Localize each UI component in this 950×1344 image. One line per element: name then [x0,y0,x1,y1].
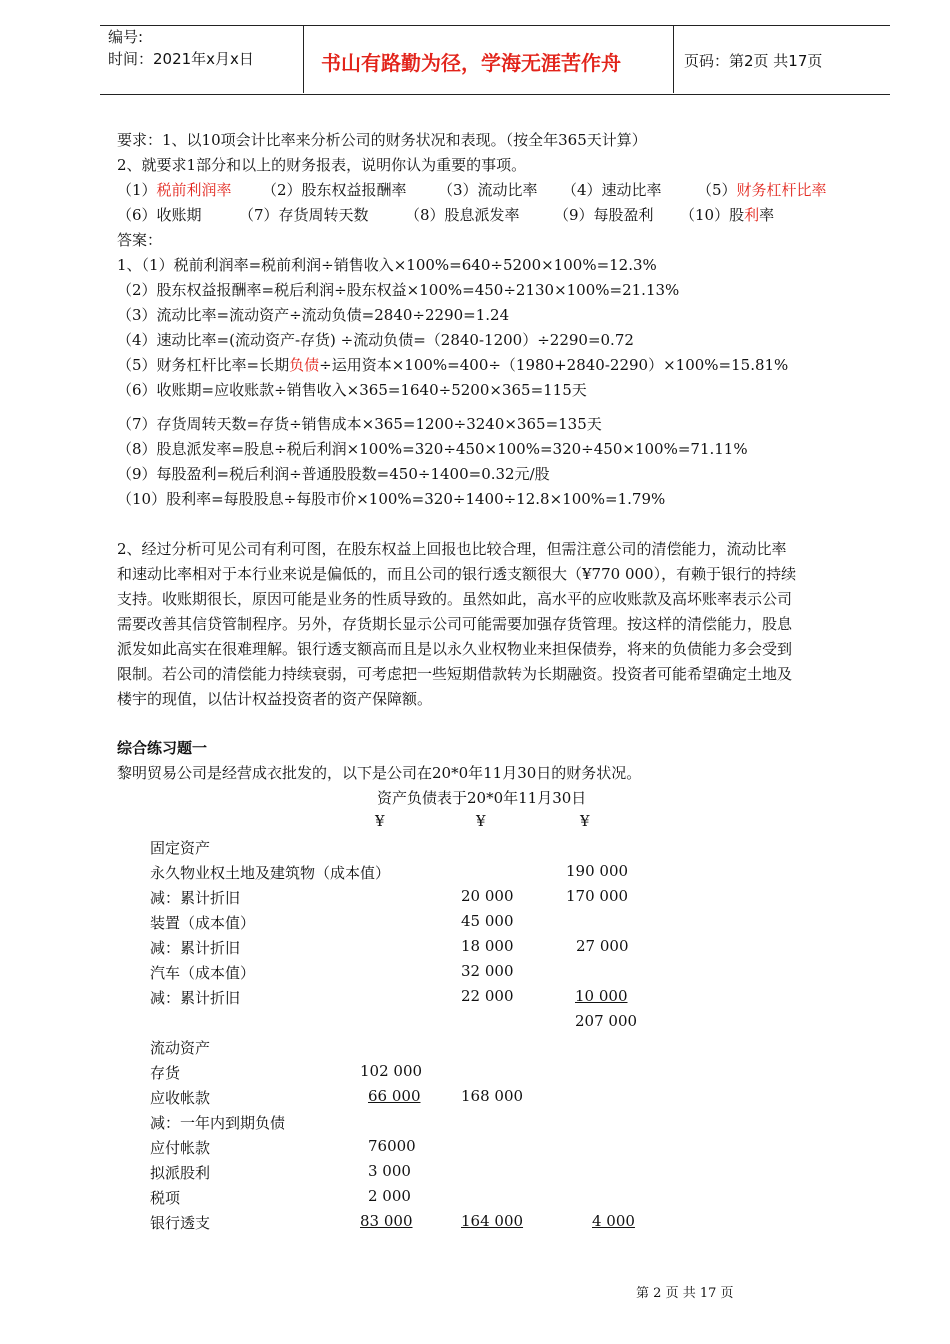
requirement-line-1: 要求：1、以10项会计比率来分析公司的财务状况和表现。（按全年365天计算） [117,131,647,149]
bs-cell: 102 000 [360,1062,423,1080]
answer-4: （4）速动比率=(流动资产-存货) ÷流动负债=（2840-1200）÷2290=0.72 [117,331,634,349]
bs-cell: 20 000 [461,887,514,905]
currency-col-2: ¥ [476,812,486,830]
answer-9: （9）每股盈利=税后利润÷普通股股数=450÷1400=0.32元/股 [117,465,550,483]
answer-6: （6）收账期=应收账款÷销售收入×365=1640÷5200×365=115天 [117,381,587,399]
ratio-item-5: （5）财务杠杆比率 [697,181,827,199]
answer-8: （8）股息派发率=股息÷税后利润×100%=320÷450×100%=320÷450×100%=71.11% [117,440,748,458]
bs-cell: 3 000 [368,1162,411,1180]
ratio-item-4: （4）速动比率 [562,181,662,199]
bs-row-label: 拟派股利 [150,1164,211,1182]
ratio-item-7: （7）存货周转天数 [239,206,369,224]
answer-3: （3）流动比率=流动资产÷流动负债=2840÷2290=1.24 [117,306,510,324]
analysis-line: 限制。若公司的清偿能力持续衰弱，可考虑把一些短期借款转为长期融资。投资者可能希望确定土地及 [117,665,793,683]
ratio-item-1: （1）税前利润率 [117,181,232,199]
bs-row-label: 减：累计折旧 [150,989,241,1007]
answer-7: （7）存货周转天数=存货÷销售成本×365=1200÷3240×365=135天 [117,415,602,433]
answer-1: 1、（1）税前利润率=税前利润÷销售收入×100%=640÷5200×100%=12.3% [117,256,657,274]
bs-row-label: 装置（成本值） [150,914,256,932]
bs-row-label: 永久物业权土地及建筑物（成本值） [150,864,391,882]
bs-row-label: 存货 [150,1064,181,1082]
bs-cell: 32 000 [461,962,514,980]
answer-10: （10）股利率=每股股息÷每股市价×100%=320÷1400÷12.8×100%=1.79% [117,490,666,508]
analysis-line: 和速动比率相对于本行业来说是偏低的，而且公司的银行透支额很大（¥770 000），有赖于银行的持续 [117,565,797,583]
answer-2: （2）股东权益报酬率=税后利润÷股东权益×100%=450÷2130×100%=21.13% [117,281,680,299]
bs-row-label: 减：一年内到期负债 [150,1114,286,1132]
header-motto: 书山有路勤为径，学海无涯苦作舟 [321,51,621,75]
answer-5: （5）财务杠杆比率=长期负债÷运用资本×100%=400÷（1980+2840-2290）×100%=15.81% [117,356,789,374]
ratio-item-3: （3）流动比率 [438,181,538,199]
time-label: 时间：2021年x月x日 [108,50,254,68]
analysis-line: 2、经过分析可见公司有利可图，在股东权益上回报也比较合理，但需注意公司的清偿能力，流动比率 [117,540,787,558]
ratio-item-10: （10）股利率 [680,206,775,224]
bs-row-label: 银行透支 [150,1214,211,1232]
header-divider [303,25,304,93]
bs-row-label: 汽车（成本值） [150,964,256,982]
bs-row-label: 减：累计折旧 [150,939,241,957]
bs-cell-total: 207 000 [575,1012,638,1030]
currency-col-1: ¥ [375,812,385,830]
requirement-line-2: 2、就要求1部分和以上的财务报表，说明你认为重要的事项。 [117,156,527,174]
bs-cell: 10 000 [575,987,628,1005]
bs-row-label: 减：累计折旧 [150,889,241,907]
answer-label: 答案： [117,231,163,249]
exercise-intro: 黎明贸易公司是经营成衣批发的，以下是公司在20*0年11月30日的财务状况。 [117,764,642,782]
balance-sheet-title: 资产负债表于20*0年11月30日 [377,789,587,807]
ratio-item-9: （9）每股盈利 [554,206,654,224]
ratio-item-8: （8）股息派发率 [405,206,520,224]
bs-cell: 2 000 [368,1187,411,1205]
exercise-title: 综合练习题一 [117,739,208,757]
bs-row-label: 流动资产 [150,1039,211,1057]
bs-cell: 190 000 [566,862,629,880]
header-divider [673,25,674,93]
ratio-item-2: （2）股东权益报酬率 [262,181,407,199]
bs-cell: 18 000 [461,937,514,955]
analysis-line: 派发如此高实在很难理解。银行透支额高而且是以永久业权物业来担保债券，将来的负债能力多会受到 [117,640,793,658]
bs-row-label: 税项 [150,1189,181,1207]
bs-cell: 76000 [368,1137,416,1155]
bs-cell: 45 000 [461,912,514,930]
bs-row-label: 应收帐款 [150,1089,211,1107]
analysis-line: 支持。收账期很长，原因可能是业务的性质导致的。虽然如此，高水平的应收账款及高坏账率表示公司 [117,590,793,608]
header-page-label: 页码：第2页 共17页 [684,52,823,70]
currency-col-3: ¥ [580,812,590,830]
bs-cell: 22 000 [461,987,514,1005]
bs-cell: 170 000 [566,887,629,905]
bs-cell: 27 000 [576,937,629,955]
bs-cell: 4 000 [592,1212,635,1230]
bs-row-label: 固定资产 [150,839,211,857]
bs-row-label: 应付帐款 [150,1139,211,1157]
analysis-line: 需要改善其信贷管制程序。另外，存货期长显示公司可能需要加强存货管理。按这样的清偿能力，股息 [117,615,793,633]
page-number: 第 2 页 共 17 页 [636,1286,734,1301]
bs-cell: 164 000 [461,1212,524,1230]
serial-label: 编号: [108,28,144,46]
bs-cell: 83 000 [360,1212,413,1230]
bs-cell: 66 000 [368,1087,421,1105]
ratio-item-6: （6）收账期 [117,206,202,224]
bs-cell: 168 000 [461,1087,524,1105]
analysis-line: 楼宇的现值，以估计权益投资者的资产保障额。 [117,690,433,708]
